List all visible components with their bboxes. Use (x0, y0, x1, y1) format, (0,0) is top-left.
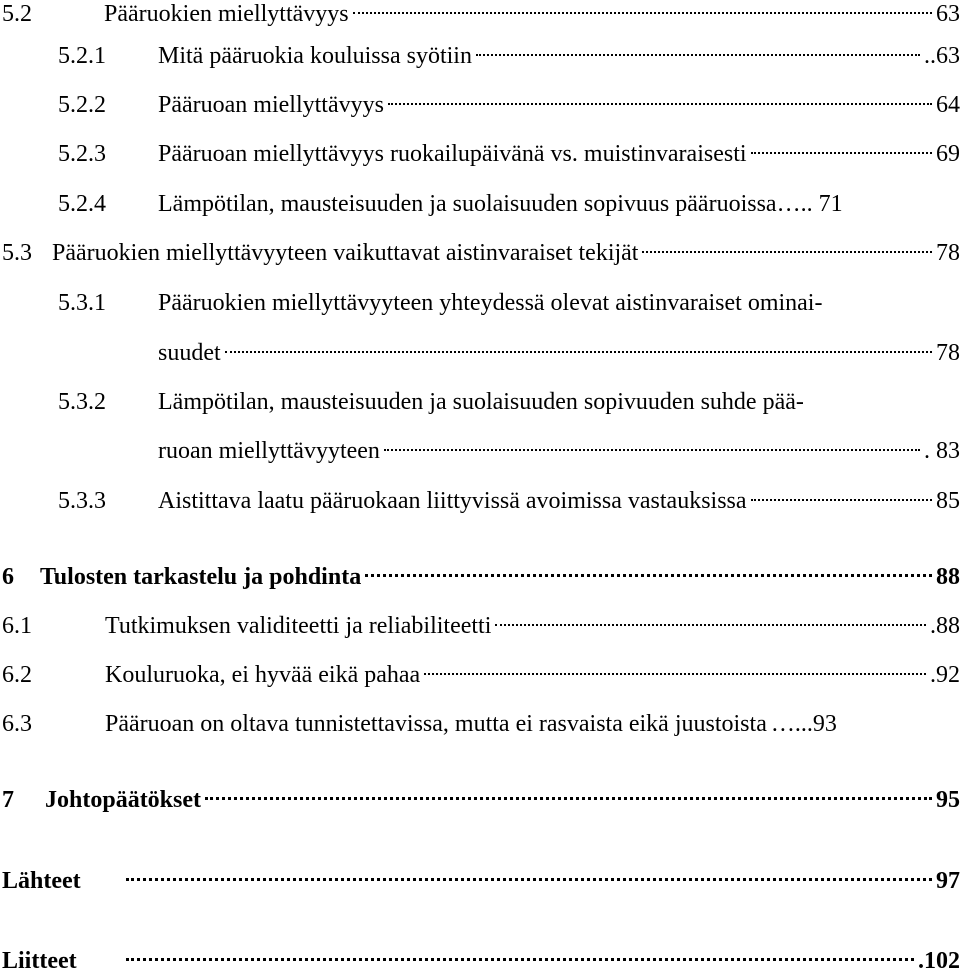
toc-leader-dots (353, 12, 932, 14)
toc-entry-title: Pääruoan on oltava tunnistettavissa, mutta ei rasvaista eikä juustoista (105, 711, 767, 737)
toc-entry-page: . 83 (924, 438, 960, 464)
toc-entry-5-2-3[interactable] (58, 137, 960, 171)
toc-entry-5-2-1[interactable] (58, 39, 960, 73)
toc-entry-page: .102 (918, 948, 960, 974)
toc-entry-number: 6 (2, 564, 14, 590)
toc-entry-5-3-2[interactable] (58, 385, 960, 419)
toc-entry-chapter-7[interactable] (2, 783, 960, 817)
toc-entry-number: 6.3 (2, 711, 32, 737)
toc-entry-page: 69 (936, 141, 960, 167)
toc-entry-5-2[interactable] (2, 0, 960, 31)
toc-leader-dots (126, 958, 914, 961)
toc-entry-page: .92 (930, 662, 960, 688)
toc-entry-number: 7 (2, 787, 14, 813)
toc-entry-number: 5.3 (2, 240, 32, 266)
toc-entry-references[interactable] (2, 864, 960, 898)
toc-entry-page: 64 (936, 92, 960, 118)
toc-leader-dots (205, 797, 932, 800)
toc-entry-page: 78 (936, 340, 960, 366)
toc-entry-number: 5.3.3 (58, 488, 106, 514)
toc-entry-5-2-4[interactable] (58, 187, 960, 221)
toc-leader-dots (751, 152, 932, 154)
toc-entry-title: Pääruoan miellyttävyys (158, 92, 384, 118)
toc-entry-title: Liitteet (2, 948, 77, 974)
toc-entry-title: Tutkimuksen validiteetti ja reliabiliteetti (105, 613, 492, 639)
toc-entry-number: 5.2.2 (58, 92, 106, 118)
toc-entry-5-3-1-continuation[interactable] (158, 336, 960, 370)
toc-entry-title: Lähteet (2, 868, 81, 894)
toc-entry-page: 85 (936, 488, 960, 514)
toc-entry-title: Mitä pääruokia kouluissa syötiin (158, 43, 472, 69)
toc-leader-dots (388, 103, 932, 105)
toc-entry-5-2-2[interactable] (58, 88, 960, 122)
toc-entry-page: ..63 (924, 43, 960, 69)
toc-entry-title: suudet (158, 340, 221, 366)
toc-leader-dots (476, 54, 920, 56)
toc-entry-5-3-2-continuation[interactable] (158, 434, 960, 468)
toc-entry-6-1[interactable] (2, 609, 960, 643)
toc-entry-number: 5.2.1 (58, 43, 106, 69)
toc-leader-dots (126, 878, 932, 881)
toc-entry-title: Lämpötilan, mausteisuuden ja suolaisuuden sopivuus pääruoissa… (158, 191, 801, 217)
toc-entry-title: Lämpötilan, mausteisuuden ja suolaisuuden sopivuuden suhde pää- (158, 389, 804, 415)
toc-entry-number: 5.3.2 (58, 389, 106, 415)
toc-entry-6-2[interactable] (2, 658, 960, 692)
toc-entry-page: 63 (936, 1, 960, 27)
toc-leader-dots (642, 251, 932, 253)
toc-entry-page: .. 71 (800, 191, 843, 217)
toc-entry-number: 5.2.4 (58, 191, 106, 217)
toc-entry-page: 88 (936, 564, 960, 590)
toc-entry-title: Aistittava laatu pääruokaan liittyvissä avoimissa vastauksissa (158, 488, 747, 514)
toc-entry-page: …...93 (770, 711, 837, 737)
toc-entry-page: .88 (930, 613, 960, 639)
toc-entry-title: Kouluruoka, ei hyvää eikä pahaa (105, 662, 421, 688)
toc-entry-number: 5.2.3 (58, 141, 106, 167)
toc-entry-title: Pääruokien miellyttävyyteen vaikuttavat aistinvaraiset tekijät (52, 240, 639, 266)
toc-entry-5-3-1[interactable] (58, 286, 960, 320)
toc-entry-title: ruoan miellyttävyyteen (158, 438, 380, 464)
toc-entry-number: 6.1 (2, 613, 32, 639)
toc-entry-page: 95 (936, 787, 960, 813)
toc-entry-title: Tulosten tarkastelu ja pohdinta (40, 564, 362, 590)
toc-leader-dots (424, 673, 926, 675)
toc-entry-title: Pääruoan miellyttävyys ruokailupäivänä vs. muistinvaraisesti (158, 141, 747, 167)
toc-entry-page: 97 (936, 868, 960, 894)
toc-leader-dots (384, 449, 920, 451)
toc-entry-page: 78 (936, 240, 960, 266)
toc-entry-6-3[interactable] (2, 707, 960, 741)
toc-entry-title: Pääruokien miellyttävyys (104, 1, 349, 27)
toc-entry-number: 5.2 (2, 1, 32, 27)
toc-entry-5-3-3[interactable] (58, 484, 960, 518)
toc-entry-chapter-6[interactable] (2, 560, 960, 594)
toc-leader-dots (751, 499, 932, 501)
toc-entry-5-3[interactable] (2, 236, 960, 270)
toc-entry-title: Pääruokien miellyttävyyteen yhteydessä olevat aistinvaraiset ominai- (158, 290, 823, 316)
toc-entry-number: 5.3.1 (58, 290, 106, 316)
toc-leader-dots (495, 624, 926, 626)
toc-entry-title: Johtopäätökset (45, 787, 202, 813)
toc-entry-number: 6.2 (2, 662, 32, 688)
toc-leader-dots (225, 351, 932, 353)
toc-leader-dots (365, 574, 932, 577)
